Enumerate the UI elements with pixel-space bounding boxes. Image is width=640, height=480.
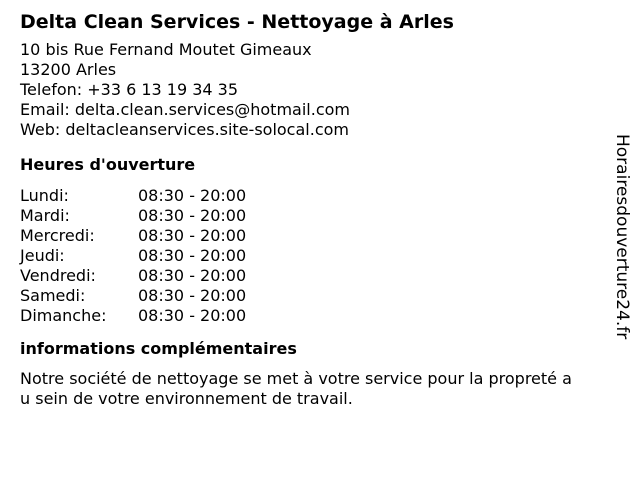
opening-hours-heading: Heures d'ouverture [20,155,196,174]
business-title: Delta Clean Services - Nettoyage à Arles [20,11,454,33]
hours-row [20,266,620,286]
opening-hours-table [20,186,620,326]
hours-time: 08:30 - 20:00 [138,266,247,285]
hours-row [20,186,620,206]
hours-time: 08:30 - 20:00 [138,286,247,305]
hours-day: Jeudi: [20,246,65,265]
hours-row [20,306,620,326]
hours-day: Lundi: [20,186,69,205]
hours-day: Samedi: [20,286,86,305]
address-street: 10 bis Rue Fernand Moutet Gimeaux [20,40,312,59]
website: Web: deltacleanservices.site-solocal.com [20,120,349,139]
address-city: 13200 Arles [20,60,117,79]
hours-day: Mardi: [20,206,70,225]
business-card [20,8,620,409]
additional-info-heading: informations complémentaires [20,339,297,358]
phone-number: Telefon: +33 6 13 19 34 35 [20,80,239,99]
hours-day: Dimanche: [20,306,107,325]
hours-day: Vendredi: [20,266,96,285]
hours-time: 08:30 - 20:00 [138,186,247,205]
watermark [612,134,632,344]
hours-time: 08:30 - 20:00 [138,206,247,225]
hours-day: Mercredi: [20,226,95,245]
hours-row [20,246,620,266]
email-address: Email: delta.clean.services@hotmail.com [20,100,350,119]
watermark-text: Horairesdouverture24.fr [612,134,632,340]
hours-row [20,206,620,226]
hours-time: 08:30 - 20:00 [138,306,247,325]
additional-info-text: Notre société de nettoyage se met à votre service pour la propreté a u sein de votre environnement de travail. [20,369,572,408]
hours-row [20,226,620,246]
hours-time: 08:30 - 20:00 [138,226,247,245]
contact-block [20,40,620,140]
hours-row [20,286,620,306]
hours-time: 08:30 - 20:00 [138,246,247,265]
